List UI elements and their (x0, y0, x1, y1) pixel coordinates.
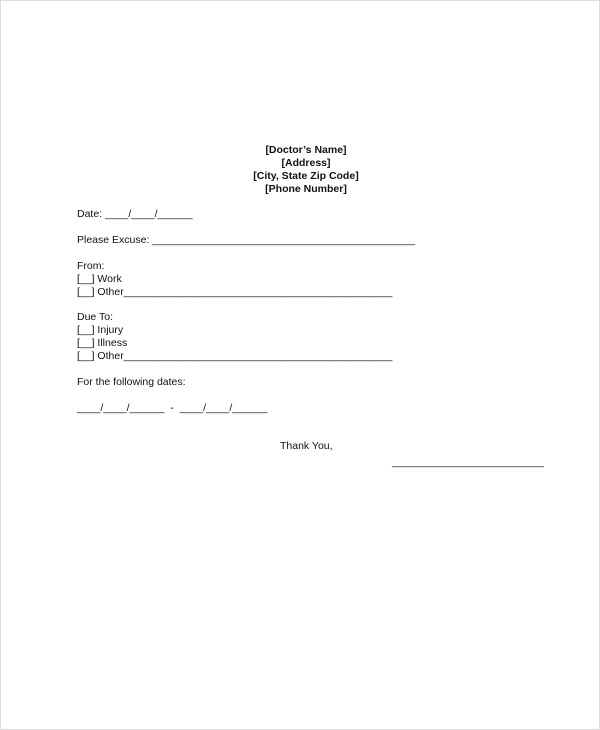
dates-range: ____/____/______ - ____/____/______ (77, 402, 268, 414)
due-illness-option: [__] Illness (77, 337, 128, 349)
date-line: Date: ____/____/______ (77, 208, 193, 220)
address: [Address] (281, 157, 331, 169)
phone-number: [Phone Number] (265, 183, 347, 195)
due-other-option: [__] Other______________________________________________ (77, 350, 393, 362)
from-label: From: (77, 260, 105, 272)
from-other-option: [__] Other______________________________________________ (77, 286, 393, 298)
doctor-name: [Doctor’s Name] (265, 144, 347, 156)
due-to-label: Due To: (77, 311, 113, 323)
due-injury-option: [__] Injury (77, 324, 124, 336)
excuse-line: Please Excuse: _____________________________________________ (77, 234, 416, 246)
from-work-option: [__] Work (77, 273, 122, 285)
signature-line: __________________________ (392, 456, 544, 468)
city-state-zip: [City, State Zip Code] (253, 170, 359, 182)
dates-label: For the following dates: (77, 376, 186, 388)
thank-you: Thank You, (280, 440, 333, 452)
letterhead (0, 144, 600, 196)
